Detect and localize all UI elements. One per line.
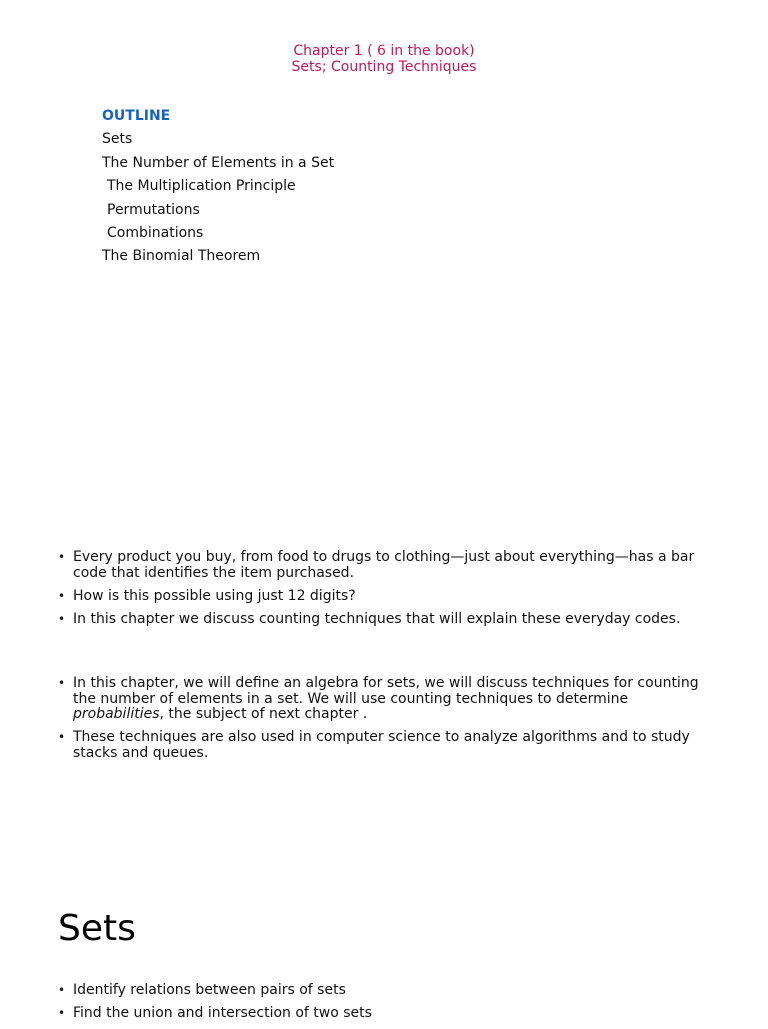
bullet-text: How is this possible using just 12 digits? (73, 587, 356, 604)
sets-bullet-list (58, 983, 714, 1029)
outline-heading: OUTLINE (102, 108, 171, 124)
bullet-icon: • (58, 1006, 66, 1021)
outline-item-number-of-elements: The Number of Elements in a Set (102, 154, 335, 171)
bullet-text (73, 675, 699, 722)
outline-item-sets: Sets (102, 131, 133, 148)
list-item (58, 676, 714, 723)
bullet-icon: • (58, 611, 66, 626)
intro-bullet-list (58, 550, 714, 635)
bullet-text: These techniques are also used in computer science to analyze algorithms and to study stacks and queues. (73, 729, 690, 761)
list-item (58, 1006, 714, 1022)
list-item (58, 983, 714, 999)
outline-item-combinations: Combinations (107, 225, 204, 242)
bullet-icon: • (58, 588, 66, 603)
outline-item-permutations: Permutations (107, 201, 200, 218)
bullet-text: Find the union and intersection of two sets (73, 1005, 372, 1022)
bullet-text: Every product you buy, from food to drugs to clothing—just about everything—has a bar code that identifies the item purchased. (73, 549, 695, 581)
bullet-icon: • (58, 550, 66, 564)
list-item (58, 612, 714, 628)
algebra-bullet-list (58, 676, 714, 769)
bullet-icon: • (58, 676, 66, 690)
bullet-text-part: , the subject of next chapter . (159, 706, 368, 723)
list-item (58, 730, 714, 761)
list-item (58, 589, 714, 605)
bullet-text: In this chapter we discuss counting techniques that will explain these everyday codes. (73, 610, 681, 627)
chapter-title-line-1: Chapter 1 ( 6 in the book) (293, 43, 475, 59)
bullet-icon: • (58, 730, 66, 745)
bullet-text: Identify relations between pairs of sets (73, 982, 346, 998)
sets-section-heading: Sets (58, 908, 136, 949)
outline-section (102, 105, 334, 269)
probabilities-emphasis: probabilities (73, 706, 160, 723)
chapter-title (0, 43, 768, 75)
bullet-icon: • (58, 983, 66, 997)
list-item (58, 550, 714, 581)
outline-item-binomial-theorem: The Binomial Theorem (102, 248, 261, 265)
outline-item-multiplication-principle: The Multiplication Principle (107, 178, 296, 195)
bullet-text-part: In this chapter, we will define an algebra for sets, we will discuss techniques for counting the number of elements in a set. We will use counting techniques to determine (73, 675, 699, 707)
chapter-title-line-2: Sets; Counting Techniques (291, 59, 477, 75)
